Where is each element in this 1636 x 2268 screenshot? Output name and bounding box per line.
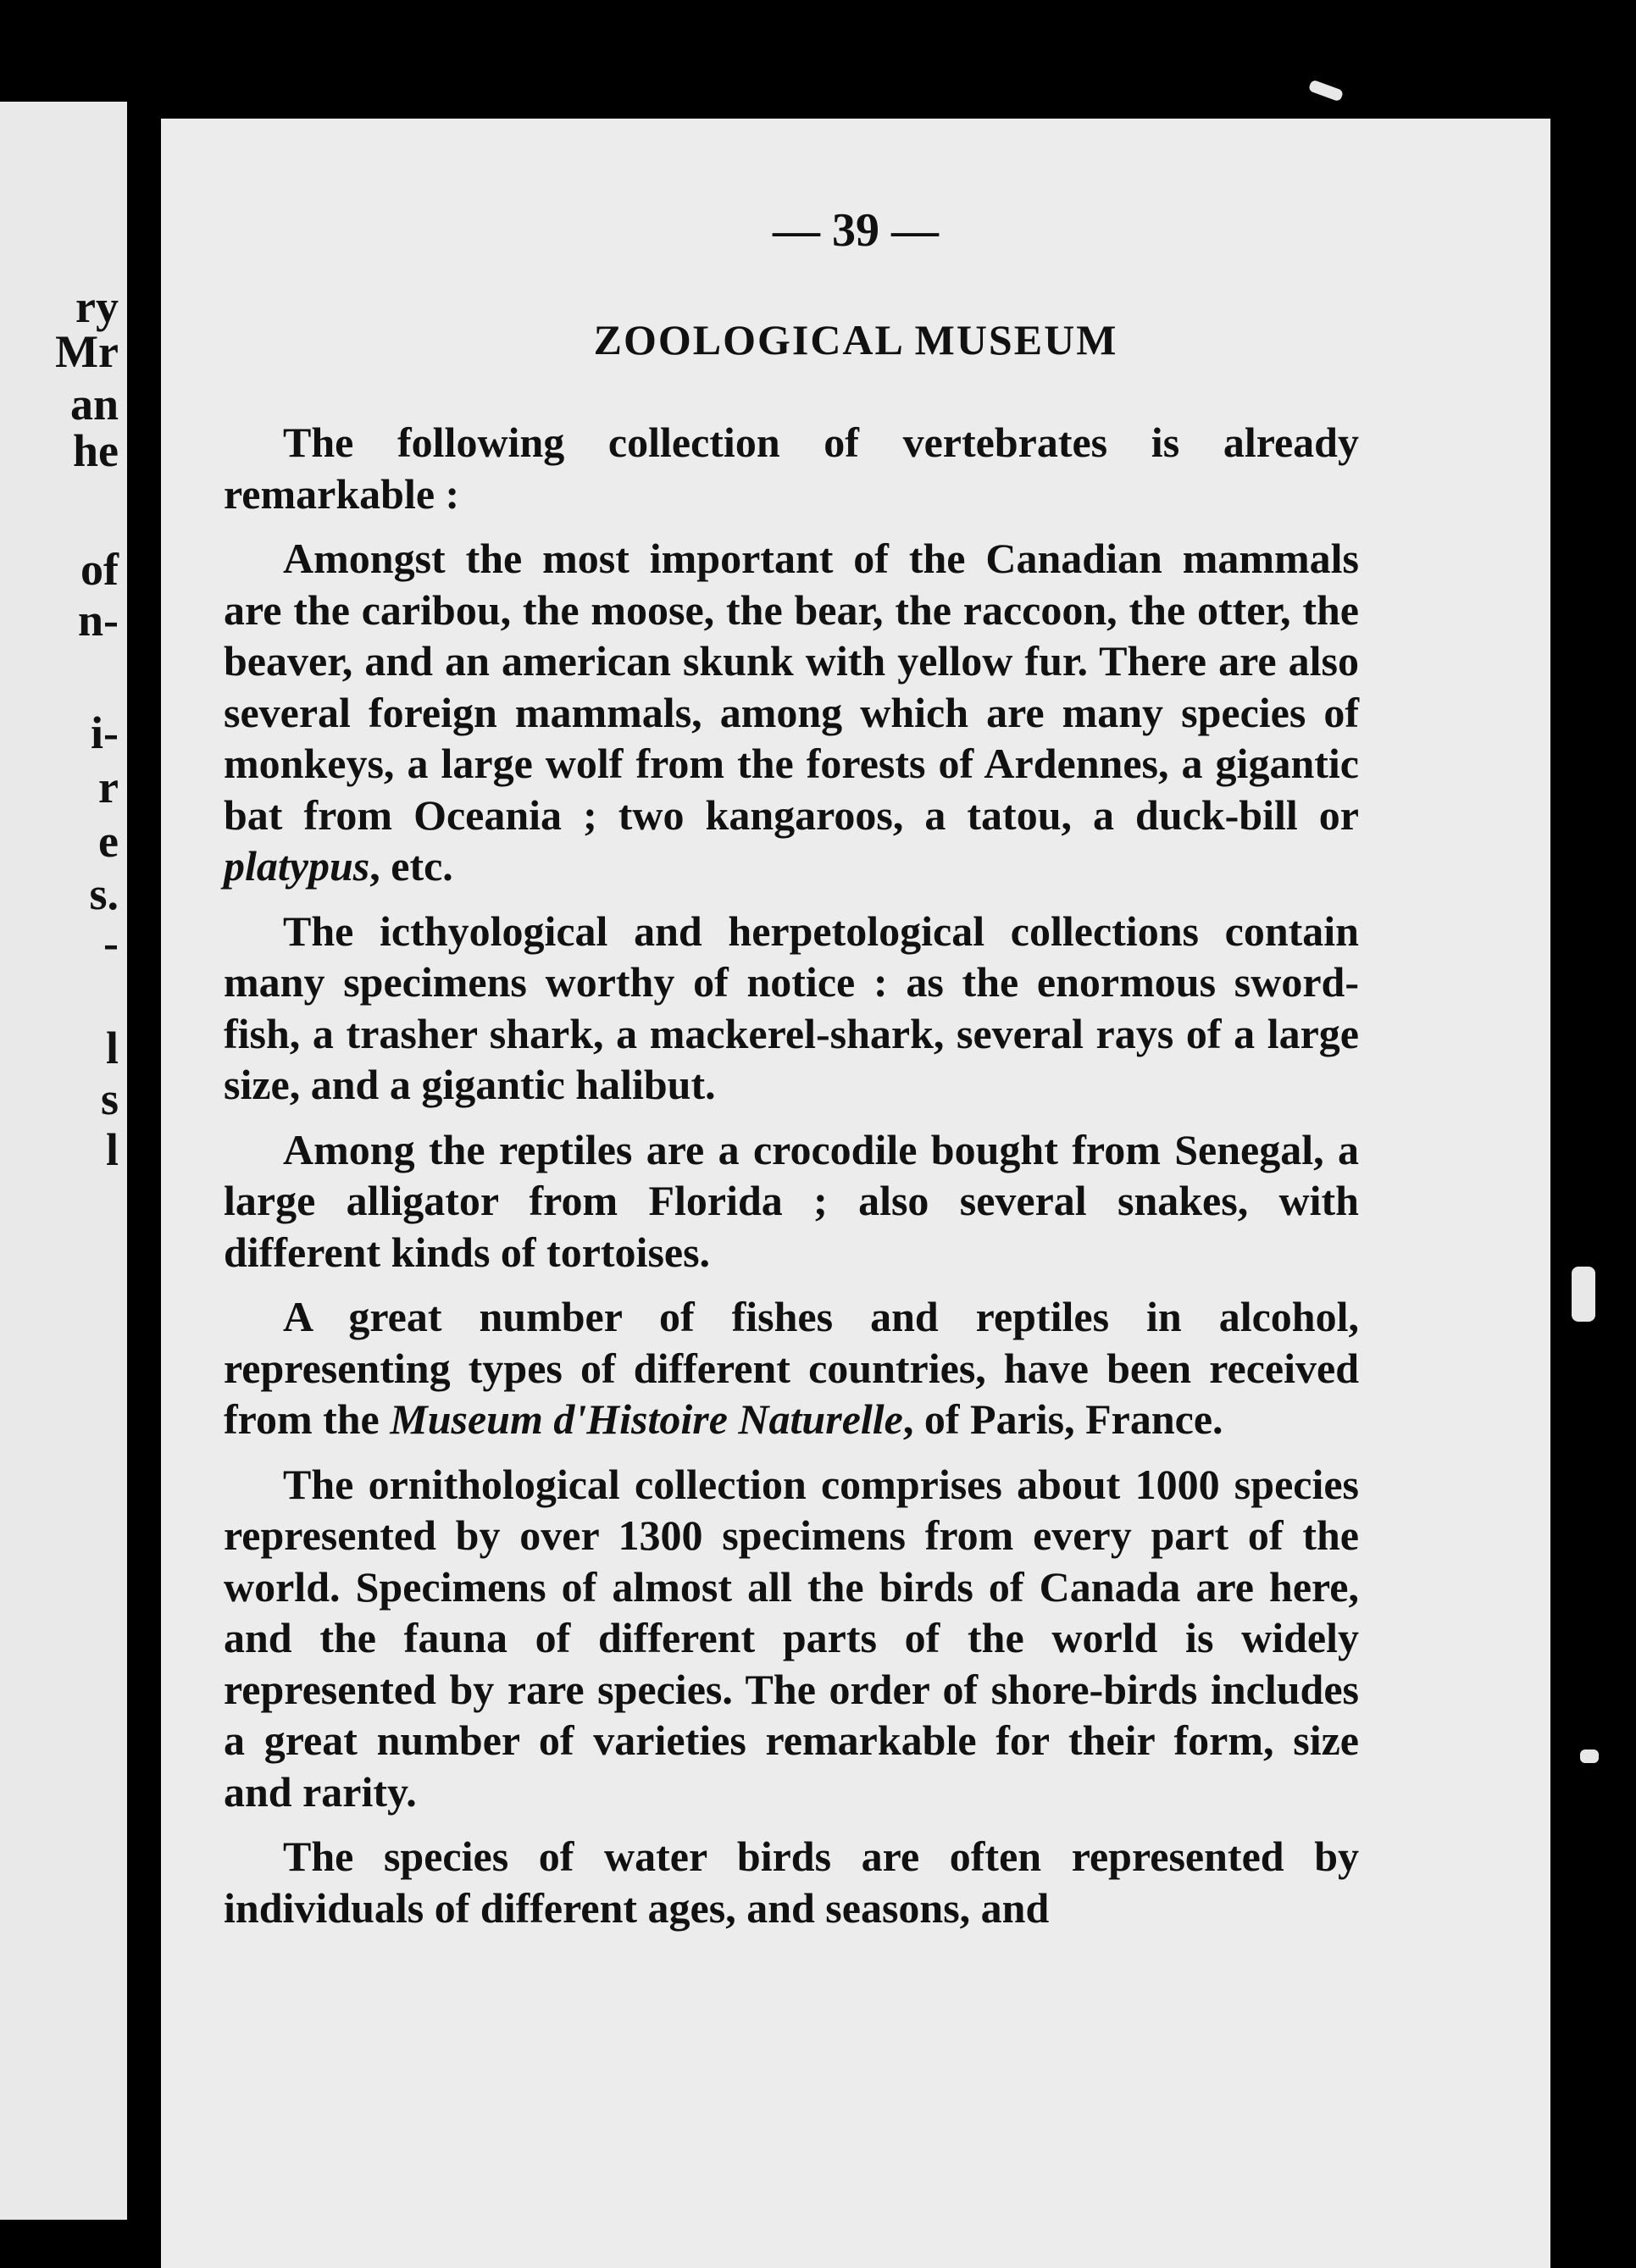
left-fragment: of [80, 544, 119, 595]
left-fragment: i- [91, 707, 119, 758]
body-text [224, 417, 1359, 1933]
book-page [161, 119, 1550, 2268]
italic-term: Museum d'Histoire Naturelle [390, 1395, 903, 1443]
left-fragment: l [105, 1023, 119, 1073]
paragraph: The species of water birds are often represented by individuals of different ages, and seasons, and [224, 1833, 1359, 1932]
left-fragment: r [98, 762, 119, 812]
left-fragment: - [103, 918, 119, 968]
paragraph: A great number of fishes and reptiles in alcohol, representing types of different countries, have been received from the Museum d'Histoire Naturelle, of Paris, France. [224, 1293, 1359, 1443]
left-fragment: Mr [55, 326, 119, 377]
left-fragment: an [69, 379, 119, 430]
paragraph: The ornithological collection comprises about 1000 species represented by over 1300 specimens from every part of the world. Specimens of almost all the birds of Canada are here, and the fauna of different parts of the world is widely represented by rare species. The order of shore-birds includes a great number of varieties remarkable for their form, size and rarity. [224, 1460, 1359, 1816]
left-page-fragment [0, 102, 127, 2220]
edge-mark [1572, 1267, 1595, 1322]
paragraph: Among the reptiles are a crocodile bought from Senegal, a large alligator from Florida ; also several snakes, with different kinds of tortoises. [224, 1125, 1359, 1276]
section-title: ZOOLOGICAL MUSEUM [593, 316, 1118, 363]
left-fragment: s [100, 1073, 119, 1124]
paragraph: The following collection of vertebrates is already remarkable : [224, 419, 1359, 518]
paragraph: The icthyological and herpetological collections contain many specimens worthy of notice : as the enormous sword-fish, a trasher shark, a mackerel-shark, several rays of a large size, and a gigantic halibut. [224, 907, 1359, 1108]
left-fragment: ry [75, 281, 119, 332]
edge-mark [1308, 80, 1344, 103]
italic-term: platypus [224, 842, 370, 890]
left-fragment: e [98, 816, 119, 867]
left-fragment: l [105, 1124, 119, 1175]
left-fragment: he [73, 425, 119, 476]
edge-mark [1580, 1750, 1599, 1763]
page-number: — 39 — [773, 204, 939, 257]
paragraph: Amongst the most important of the Canadian mammals are the caribou, the moose, the bear, the raccoon, the otter, the beaver, and an american skunk with yellow fur. There are also several foreign mammals, among which are many species of monkeys, a large wolf from the forests of Ardennes, a gigantic bat from Oceania ; two kangaroos, a tatou, a duck-bill or platypus, etc. [224, 535, 1359, 890]
left-fragment: s. [89, 868, 119, 919]
left-fragment: n- [77, 595, 119, 646]
